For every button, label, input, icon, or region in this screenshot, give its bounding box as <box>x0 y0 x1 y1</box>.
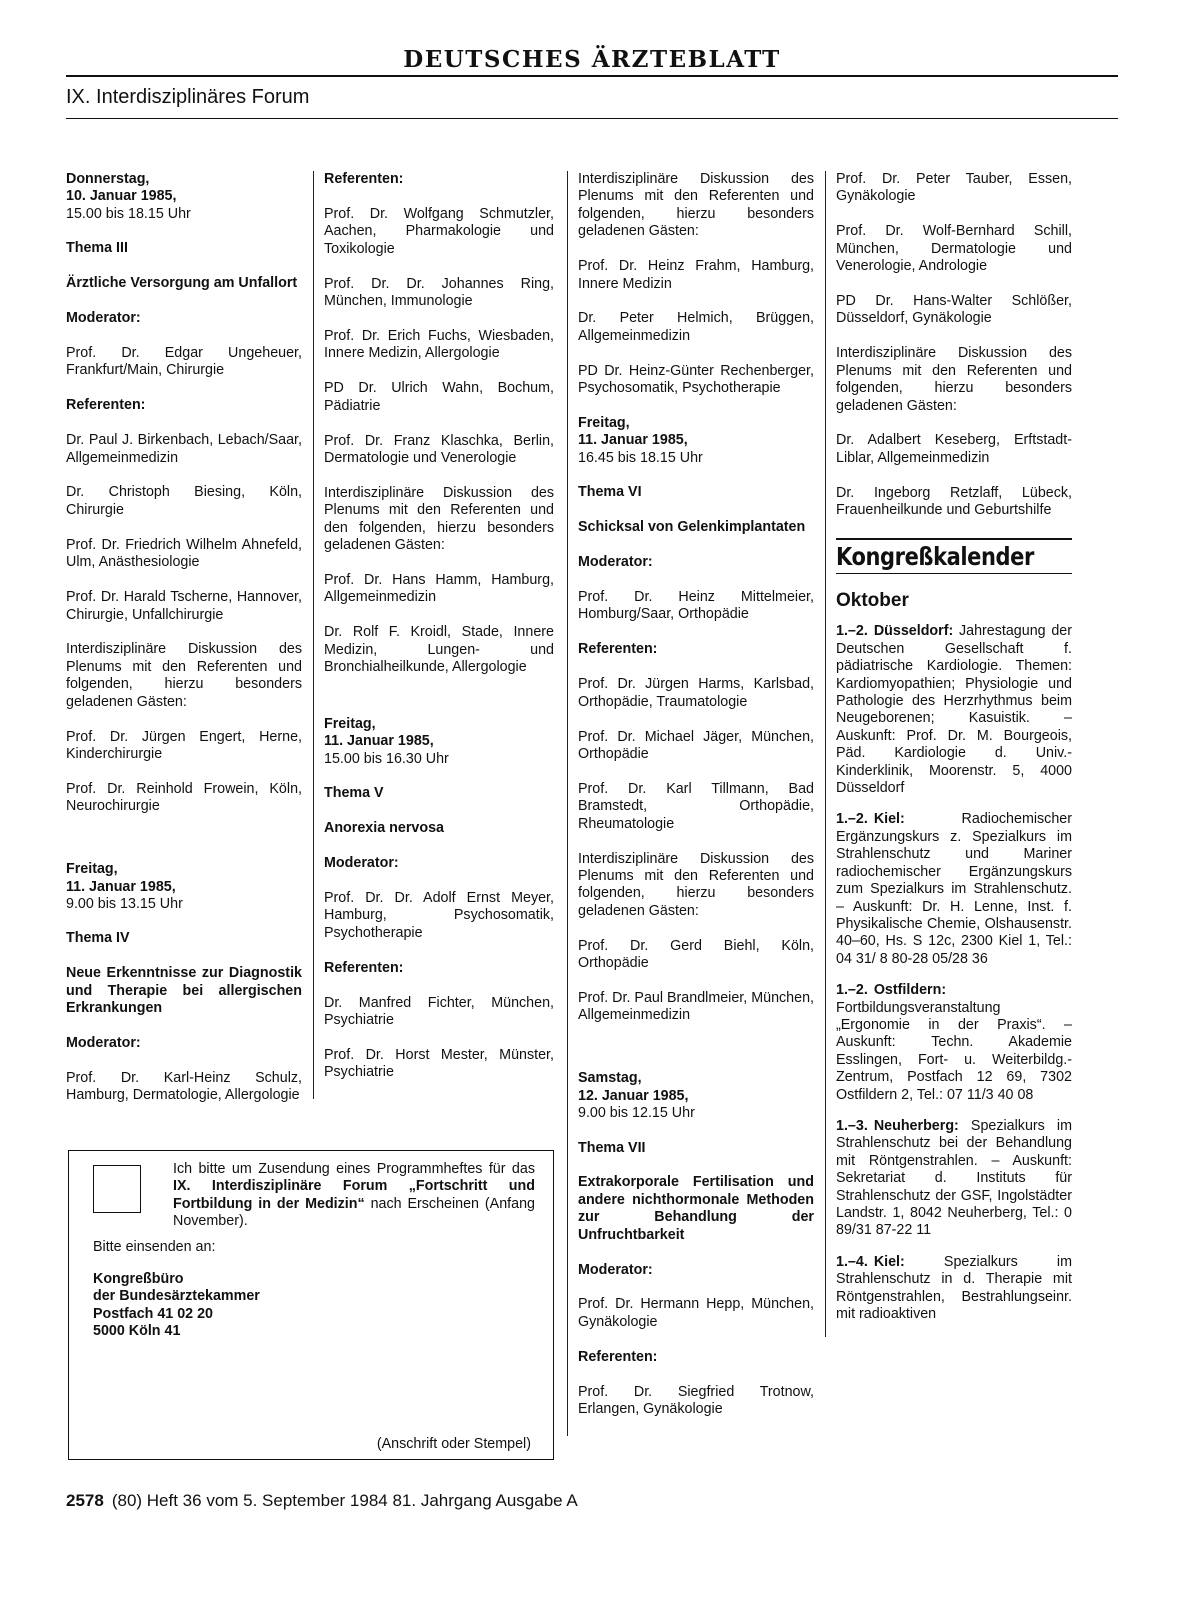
session-date <box>578 1070 814 1122</box>
referenten-label: Referenten: <box>324 171 404 187</box>
theme-title: Extrakorporale Fertilisation und andere nichthormonale Methoden zur Behandlung der Unfruchtbarkeit <box>578 1174 814 1243</box>
referenten-label: Referenten: <box>324 959 404 976</box>
discussion-text: Interdisziplinäre Diskussion des Plenums mit den Referenten und folgenden, hierzu besonders geladenen Gästen: <box>66 641 302 710</box>
order-form <box>68 1150 554 1460</box>
referent: PD Dr. Ulrich Wahn, Bochum, Pädiatrie <box>324 380 554 414</box>
session-date-text: 11. Januar 1985, <box>66 878 176 895</box>
referent: Dr. Paul J. Birkenbach, Lebach/Saar, Allgemeinmedizin <box>66 432 302 466</box>
address-line: Kongreßbüro <box>93 1271 184 1287</box>
kalender-rule-bottom <box>836 573 1072 574</box>
order-request-bold: IX. Interdisziplinäre Forum „Fortschritt und Fortbildung in der Medizin“ <box>173 1178 535 1212</box>
session-time: 9.00 bis 13.15 Uhr <box>66 895 183 912</box>
theme-label: Thema V <box>324 785 384 802</box>
entry-dates: 1.–2. <box>836 623 868 640</box>
referent: Prof. Dr. Friedrich Wilhelm Ahnefeld, Ulm, Anästhesiologie <box>66 536 302 571</box>
session-date-text: 12. Januar 1985, <box>578 1087 689 1104</box>
session-day: Samstag, <box>578 1070 642 1087</box>
guest: PD Dr. Heinz-Günter Rechenberger, Psychosomatik, Psychotherapie <box>578 362 814 397</box>
month-heading: Oktober <box>836 590 909 611</box>
discussion-text: Interdisziplinäre Diskussion des Plenums mit den Referenten und folgenden, hierzu besonders geladenen Gästen: <box>836 345 1072 414</box>
guest: Dr. Rolf F. Kroidl, Stade, Innere Medizin, Lungen- und Bronchialheilkunde, Allergologie <box>324 624 554 676</box>
referenten-label: Referenten: <box>578 1348 658 1365</box>
referent: Prof. Dr. Franz Klaschka, Berlin, Dermatologie und Venerologie <box>324 432 554 466</box>
address-line: 5000 Köln 41 <box>93 1323 181 1340</box>
order-checkbox[interactable] <box>93 1165 141 1213</box>
guest: Prof. Dr. Paul Brandlmeier, München, Allgemeinmedizin <box>578 990 815 1024</box>
kalender-title: Kongreßkalender <box>836 541 1034 571</box>
moderator-label: Moderator: <box>66 310 141 327</box>
session-date <box>324 716 554 768</box>
moderator-name: Prof. Dr. Hermann Hepp, München, Gynäkologie <box>578 1296 814 1330</box>
session-date <box>66 171 302 223</box>
referenten-label: Referenten: <box>66 397 146 414</box>
session-date <box>66 861 302 913</box>
entry-city: Neuherberg: <box>873 1117 959 1134</box>
guest: Prof. Dr. Heinz Frahm, Hamburg, Innere Medizin <box>578 258 814 292</box>
referent: Prof. Dr. Horst Mester, Münster, Psychiatrie <box>324 1046 554 1081</box>
guest: Prof. Dr. Jürgen Engert, Herne, Kinderchirurgie <box>66 728 302 762</box>
theme-title: Schicksal von Gelenkimplantaten <box>578 519 806 536</box>
entry-text: Spezialkurs im Strahlenschutz in d. Therapie mit Röntgenstrahlen, Bestrahlungseinr. mit radioaktiven <box>836 1253 1072 1323</box>
entry-text: Spezialkurs im Strahlenschutz bei der Behandlung mit Röntgenstrahlen. – Auskunft: Sekretariat d. Instituts für Strahlenschutz der GSF, Ingolstädter Landstr. 1, 8042 Neuherberg, Tel.: 0 89/31 87-22 11 <box>836 1117 1072 1239</box>
order-address <box>93 1271 260 1341</box>
guest: Prof. Dr. Reinhold Frowein, Köln, Neurochirurgie <box>66 780 302 815</box>
theme-label: Thema VII <box>578 1139 646 1156</box>
column-3 <box>567 171 814 1436</box>
address-line: der Bundesärztekammer <box>93 1288 260 1305</box>
referent: Dr. Christoph Biesing, Köln, Chirurgie <box>66 484 302 518</box>
session-date-text: 11. Januar 1985, <box>578 432 688 449</box>
section-title: IX. Interdisziplinäres Forum <box>66 86 310 108</box>
order-request-post: nach Erscheinen (Anfang November). <box>173 1195 535 1230</box>
moderator-label: Moderator: <box>324 855 399 872</box>
session-time: 9.00 bis 12.15 Uhr <box>578 1105 695 1122</box>
entry-city: Kiel: <box>873 811 905 828</box>
discussion-text: Interdisziplinäre Diskussion des Plenums mit den Referenten und folgenden, hierzu besonders geladenen Gästen: <box>578 171 814 240</box>
moderator-label: Moderator: <box>66 1035 141 1051</box>
kalender-rule-top <box>836 538 1072 540</box>
order-request-pre: Ich bitte um Zusendung eines Programmheftes für das <box>173 1161 535 1177</box>
moderator-name: Prof. Dr. Heinz Mittelmeier, Homburg/Saar, Orthopädie <box>578 589 814 623</box>
theme-label: Thema VI <box>578 484 642 501</box>
entry-dates: 1.–2. <box>836 811 868 828</box>
session-time: 15.00 bis 18.15 Uhr <box>66 205 191 222</box>
entry-text: Jahrestagung der Deutschen Gesellschaft f. pädiatrische Kardiologie. Themen: Kardiomyopathien; Physiologie und Pathologie des Herzrhythmus beim Neugeborenen; Kasuistik. – Auskunft: Prof. Dr. M. Bourgeois, Päd. Kardiologie d. Univ.-Kinderklinik, Moorenstr. 5, 4000 Düsseldorf <box>836 623 1072 797</box>
referent: Prof. Dr. Dr. Johannes Ring, München, Immunologie <box>324 275 554 310</box>
stamp-label: (Anschrift oder Stempel) <box>376 1435 531 1452</box>
session-date-text: 10. Januar 1985, <box>66 188 177 205</box>
column-4 <box>825 171 1072 1337</box>
session-date-text: 11. Januar 1985, <box>324 733 434 750</box>
guest: Dr. Ingeborg Retzlaff, Lübeck, Frauenheilkunde und Geburtshilfe <box>836 484 1072 519</box>
entry-dates: 1.–2. <box>836 982 868 999</box>
kalender-entries <box>836 623 1072 1323</box>
guest: Dr. Peter Helmich, Brüggen, Allgemeinmedizin <box>578 310 814 344</box>
column-1 <box>66 171 302 1122</box>
entry-city: Ostfildern: <box>873 982 947 999</box>
theme-label: Thema III <box>66 240 128 257</box>
guest: Prof. Dr. Hans Hamm, Hamburg, Allgemeinmedizin <box>324 572 554 606</box>
entry-city: Düsseldorf: <box>873 623 954 640</box>
page-footer <box>66 1491 578 1511</box>
session-date <box>578 415 814 467</box>
column-2 <box>313 171 554 1099</box>
discussion-text: Interdisziplinäre Diskussion des Plenums mit den Referenten und den folgenden, hierzu besonders geladenen Gästen: <box>324 484 554 554</box>
kalender-entry <box>836 1254 1072 1324</box>
theme-label: Thema IV <box>66 930 130 947</box>
journal-title: DEUTSCHES ÄRZTEBLATT <box>403 46 781 73</box>
referent: Prof. Dr. Wolf-Bernhard Schill, München, Dermatologie und Venerologie, Andrologie <box>836 223 1072 275</box>
session-day: Donnerstag, <box>66 171 150 187</box>
guest: Dr. Adalbert Keseberg, Erftstadt-Liblar, Allgemeinmedizin <box>836 432 1072 466</box>
session-time: 15.00 bis 16.30 Uhr <box>324 750 449 767</box>
entry-text: Fortbildungsveranstaltung „Ergonomie in der Praxis“. – Auskunft: Techn. Akademie Esslingen, Fort- u. Weiterbildg.-Zentrum, Postfach 12 69, 7302 Ostfildern 2, Tel.: 07 11/3 40 08 <box>836 999 1072 1103</box>
theme-title: Neue Erkenntnisse zur Diagnostik und Therapie bei allergischen Erkrankungen <box>66 965 302 1017</box>
moderator-name: Prof. Dr. Dr. Adolf Ernst Meyer, Hamburg, Psychosomatik, Psychotherapie <box>324 889 554 941</box>
header-rule-top <box>66 75 1118 77</box>
entry-text: Radiochemischer Ergänzungskurs z. Spezialkurs im Strahlenschutz und Mariner radiochemischer Ergänzungskurs zum Spezialkurs im Strahlenschutz. – Auskunft: Dr. H. Lenne, Inst. f. Physikalische Chemie, Olshausenstr. 40–60, Hs. S 12c, 2300 Kiel 1, Tel.: 04 31/ 8 80-28 05/28 36 <box>836 811 1072 967</box>
entry-dates: 1.–3. <box>836 1117 868 1134</box>
referent: Prof. Dr. Michael Jäger, München, Orthopädie <box>578 728 814 762</box>
referent: Prof. Dr. Wolfgang Schmutzler, Aachen, Pharmakologie und Toxikologie <box>324 205 554 257</box>
kalender-entry <box>836 982 1072 1104</box>
referent: Dr. Manfred Fichter, München, Psychiatrie <box>324 994 554 1028</box>
entry-dates: 1.–4. <box>836 1253 868 1270</box>
moderator-name: Prof. Dr. Karl-Heinz Schulz, Hamburg, Dermatologie, Allergologie <box>66 1069 302 1104</box>
referent: Prof. Dr. Erich Fuchs, Wiesbaden, Innere Medizin, Allergologie <box>324 327 554 362</box>
header-rule-bottom <box>66 118 1118 119</box>
kalender-entry <box>836 1118 1072 1240</box>
page-number: 2578 <box>66 1491 104 1510</box>
referenten-label: Referenten: <box>578 641 658 658</box>
session-time: 16.45 bis 18.15 Uhr <box>578 449 703 466</box>
session-day: Freitag, <box>324 716 376 733</box>
referent: Prof. Dr. Jürgen Harms, Karlsbad, Orthopädie, Traumatologie <box>578 676 814 710</box>
address-line: Postfach 41 02 20 <box>93 1305 214 1322</box>
moderator-label: Moderator: <box>578 554 653 571</box>
theme-title: Ärztliche Versorgung am Unfallort <box>66 275 298 292</box>
kalender-entry <box>836 811 1072 968</box>
send-to-label: Bitte einsenden an: <box>93 1239 216 1255</box>
referent: PD Dr. Hans-Walter Schlößer, Düsseldorf, Gynäkologie <box>836 293 1072 327</box>
guest: Prof. Dr. Gerd Biehl, Köln, Orthopädie <box>578 937 814 972</box>
entry-city: Kiel: <box>873 1253 905 1270</box>
session-day: Freitag, <box>578 415 630 432</box>
session-day: Freitag, <box>66 861 118 878</box>
kalender-entry <box>836 623 1072 797</box>
moderator-label: Moderator: <box>578 1261 653 1278</box>
order-request-text <box>173 1161 535 1231</box>
issue-info: (80) Heft 36 vom 5. September 1984 81. Jahrgang Ausgabe A <box>111 1491 578 1510</box>
referent: Prof. Dr. Karl Tillmann, Bad Bramstedt, Orthopädie, Rheumatologie <box>578 780 814 832</box>
referent: Prof. Dr. Siegfried Trotnow, Erlangen, Gynäkologie <box>578 1383 814 1418</box>
theme-title: Anorexia nervosa <box>324 820 444 837</box>
discussion-text: Interdisziplinäre Diskussion des Plenums mit den Referenten und folgenden, hierzu besonders geladenen Gästen: <box>578 850 814 919</box>
referent: Prof. Dr. Peter Tauber, Essen, Gynäkologie <box>836 171 1072 205</box>
referent: Prof. Dr. Harald Tscherne, Hannover, Chirurgie, Unfallchirurgie <box>66 589 302 623</box>
moderator-name: Prof. Dr. Edgar Ungeheuer, Frankfurt/Main, Chirurgie <box>66 344 302 379</box>
